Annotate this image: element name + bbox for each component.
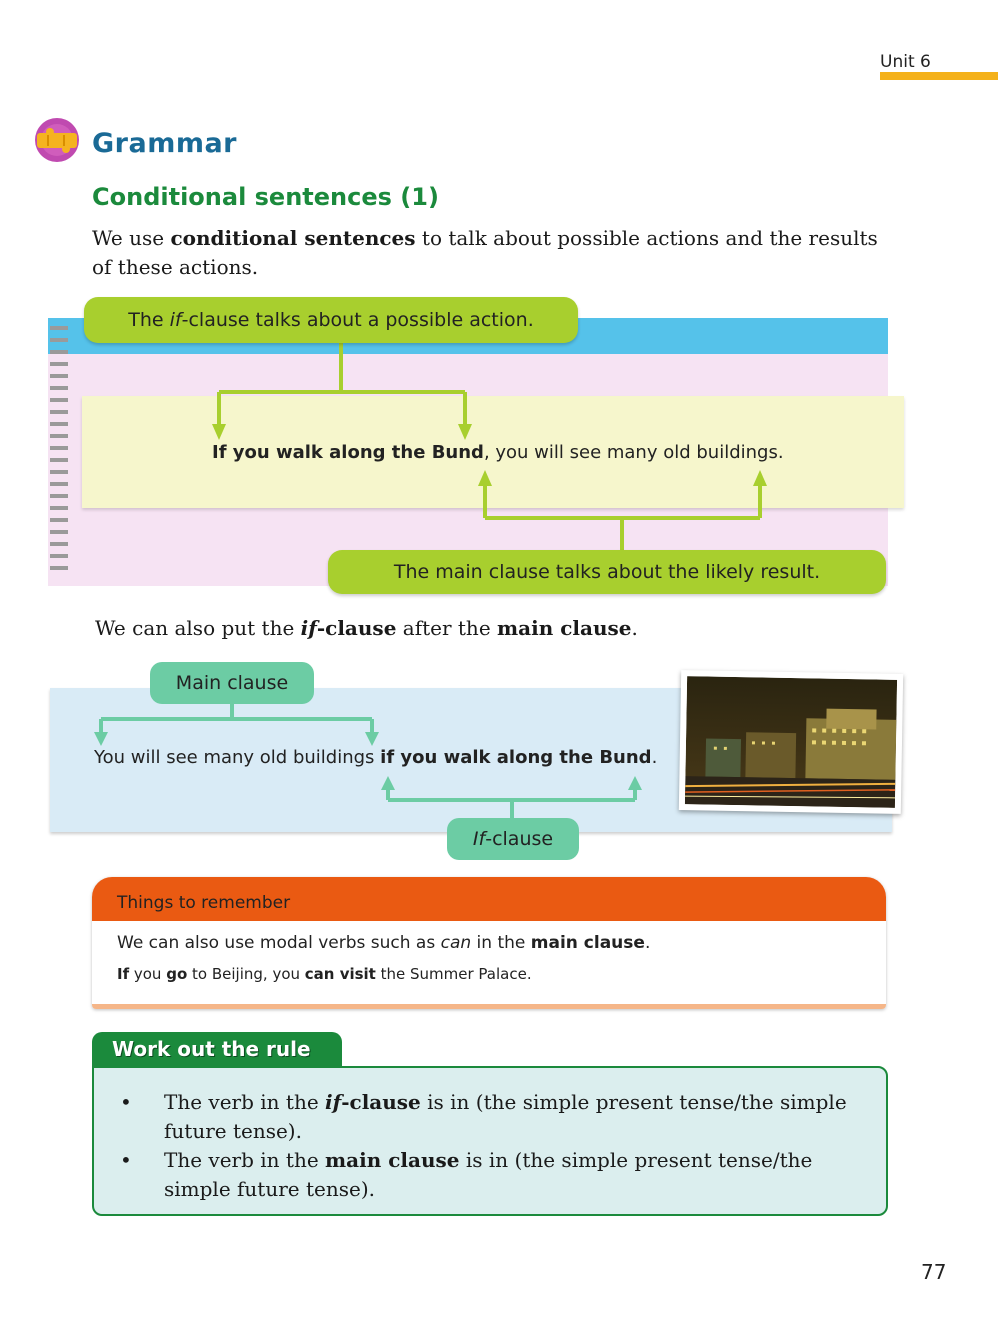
rule-item: • The verb in the main clause is in (the simple present tense/the simple future tense).: [120, 1148, 813, 1201]
example-sentence-2: You will see many old buildings if you walk along the Bund.: [94, 747, 658, 768]
unit-label: Unit 6: [880, 52, 931, 72]
if-clause-label: The if-clause talks about a possible action.: [84, 297, 578, 343]
bullet: •: [120, 1090, 132, 1114]
remember-rule: We can also use modal verbs such as can in the main clause.: [117, 933, 651, 953]
bullet: •: [120, 1148, 132, 1172]
example-sentence-1: If you walk along the Bund, you will see many old buildings.: [212, 442, 784, 463]
rule-item: • The verb in the if-clause is in (the simple present tense/the simple future tense).: [120, 1090, 847, 1143]
if-clause-tag: If-clause: [447, 818, 579, 860]
things-to-remember-footer: [92, 1004, 886, 1009]
topic-title: Conditional sentences (1): [92, 183, 439, 211]
section-title: Grammar: [92, 128, 237, 159]
things-to-remember-box: [92, 877, 886, 1009]
remember-example: If you go to Beijing, you can visit the Summer Palace.: [117, 965, 532, 983]
things-to-remember-title: Things to remember: [117, 893, 291, 913]
also-note: We can also put the if-clause after the main clause.: [95, 616, 638, 640]
main-clause-label: The main clause talks about the likely result.: [328, 550, 886, 594]
night-city-image: [685, 676, 897, 808]
page-number: 77: [921, 1260, 947, 1284]
intro-paragraph: We use conditional sentences to talk about possible actions and the results of these actions.: [92, 226, 878, 279]
main-clause-tag: Main clause: [150, 662, 314, 704]
work-out-rule-title: Work out the rule: [112, 1037, 311, 1061]
rule-list: [120, 1088, 860, 1204]
bund-photo: [679, 670, 903, 814]
